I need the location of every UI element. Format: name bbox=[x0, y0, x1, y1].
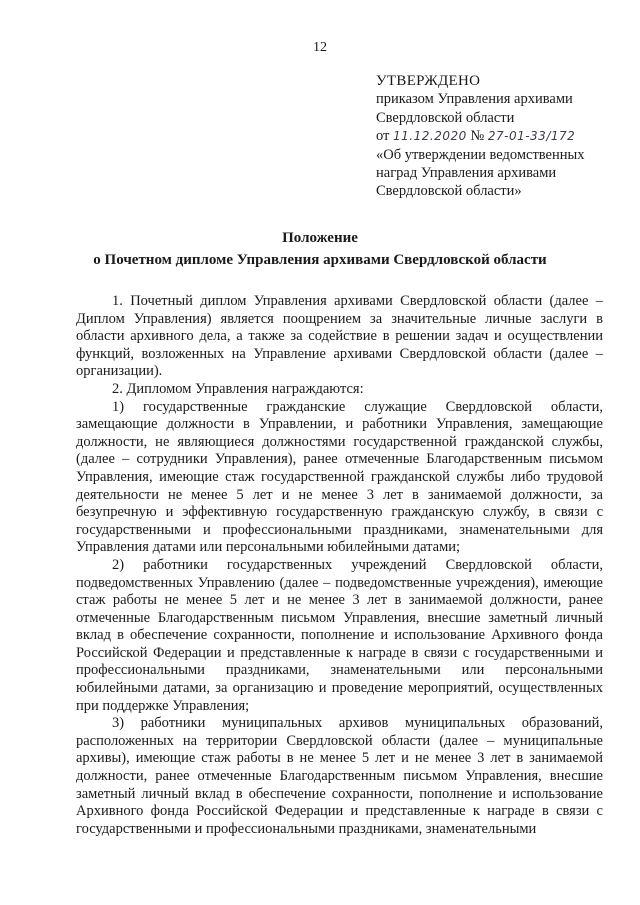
paragraph-1: 1. Почетный диплом Управления архивами Свердловской области (далее – Диплом Управления) является поощрением за значительные личные заслуги в области архивного дела, а также за содействие в решении задач и осуществлении функций, возложенных на Управление архивами Свердловской области (далее – организации). bbox=[76, 293, 603, 380]
approval-number-prefix: № bbox=[470, 128, 485, 145]
approval-date-line bbox=[376, 127, 626, 145]
title-line-1: Положение bbox=[282, 230, 358, 246]
paragraph-2: 2. Дипломом Управления награждаются: bbox=[112, 380, 364, 397]
document-body bbox=[76, 293, 603, 838]
approval-date-prefix: от bbox=[376, 128, 390, 145]
paragraph-2-item-2: 2) работники государственных учреждений Свердловской области, подведомственных Управлению (далее – подведомственные учреждения), имеющие стаж работы не менее 5 лет и не менее 3 лет в занимаемой должности, ранее отмеченные Благодарственным письмом Управления, внесшие заметный личный вклад в обеспечение сохранности, пополнение и использование Архивного фонда Российской Федерации и представленные к награде в связи с государственными и профессиональными праздниками, знаменательными или персональными юбилейными датами, за организацию и проведение мероприятий, осуществленных при поддержке Управления; bbox=[76, 556, 603, 714]
approval-quote-line-2: наград Управления архивами bbox=[376, 165, 557, 182]
title-line-2: о Почетном дипломе Управления архивами Свердловской области bbox=[93, 252, 547, 268]
paragraph-2-item-1: 1) государственные гражданские служащие Свердловской области, замещающие должности в Управлении, и работники Управления, замещающие должности, не являющиеся должностями государственной гражданской службы, (далее – сотрудники Управления), ранее отмеченные Благодарственным письмом Управления, имеющие стаж государственной гражданской службы либо трудовой деятельности не менее 5 лет и не менее 3 лет в занимаемой должности, за безупречную и эффективную государственную гражданскую службу, в связи с государственными и профессиональными праздниками, знаменательными для Управления датами или персональными юбилейными датами; bbox=[76, 398, 603, 556]
page-number: 12 bbox=[313, 40, 327, 55]
paragraph-2-item-3: 3) работники муниципальных архивов муниципальных образований, расположенных на территории Свердловской области (далее – муниципальные архивы), имеющие стаж работы в не менее 5 лет и не менее 3 лет в занимаемой должности, ранее отмеченные Благодарственным письмом Управления, внесшие заметный личный вклад в обеспечение сохранности, пополнение и использование Архивного фонда Российской Федерации и представленные к награде в связи с государственными и профессиональными праздниками, знаменательными bbox=[76, 715, 603, 837]
approval-date-handwritten: 11.12.2020 bbox=[393, 129, 467, 144]
approval-heading: УТВЕРЖДЕНО bbox=[376, 73, 481, 89]
document-title bbox=[0, 229, 640, 270]
approval-quote-line-1: «Об утверждении ведомственных bbox=[376, 146, 585, 163]
approval-quote-line-3: Свердловской области» bbox=[376, 183, 522, 200]
approval-line-1: приказом Управления архивами bbox=[376, 91, 573, 108]
approval-line-2: Свердловской области bbox=[376, 109, 515, 126]
approval-stamp-block bbox=[376, 72, 626, 201]
approval-number-handwritten: 27-01-33/172 bbox=[487, 129, 576, 144]
